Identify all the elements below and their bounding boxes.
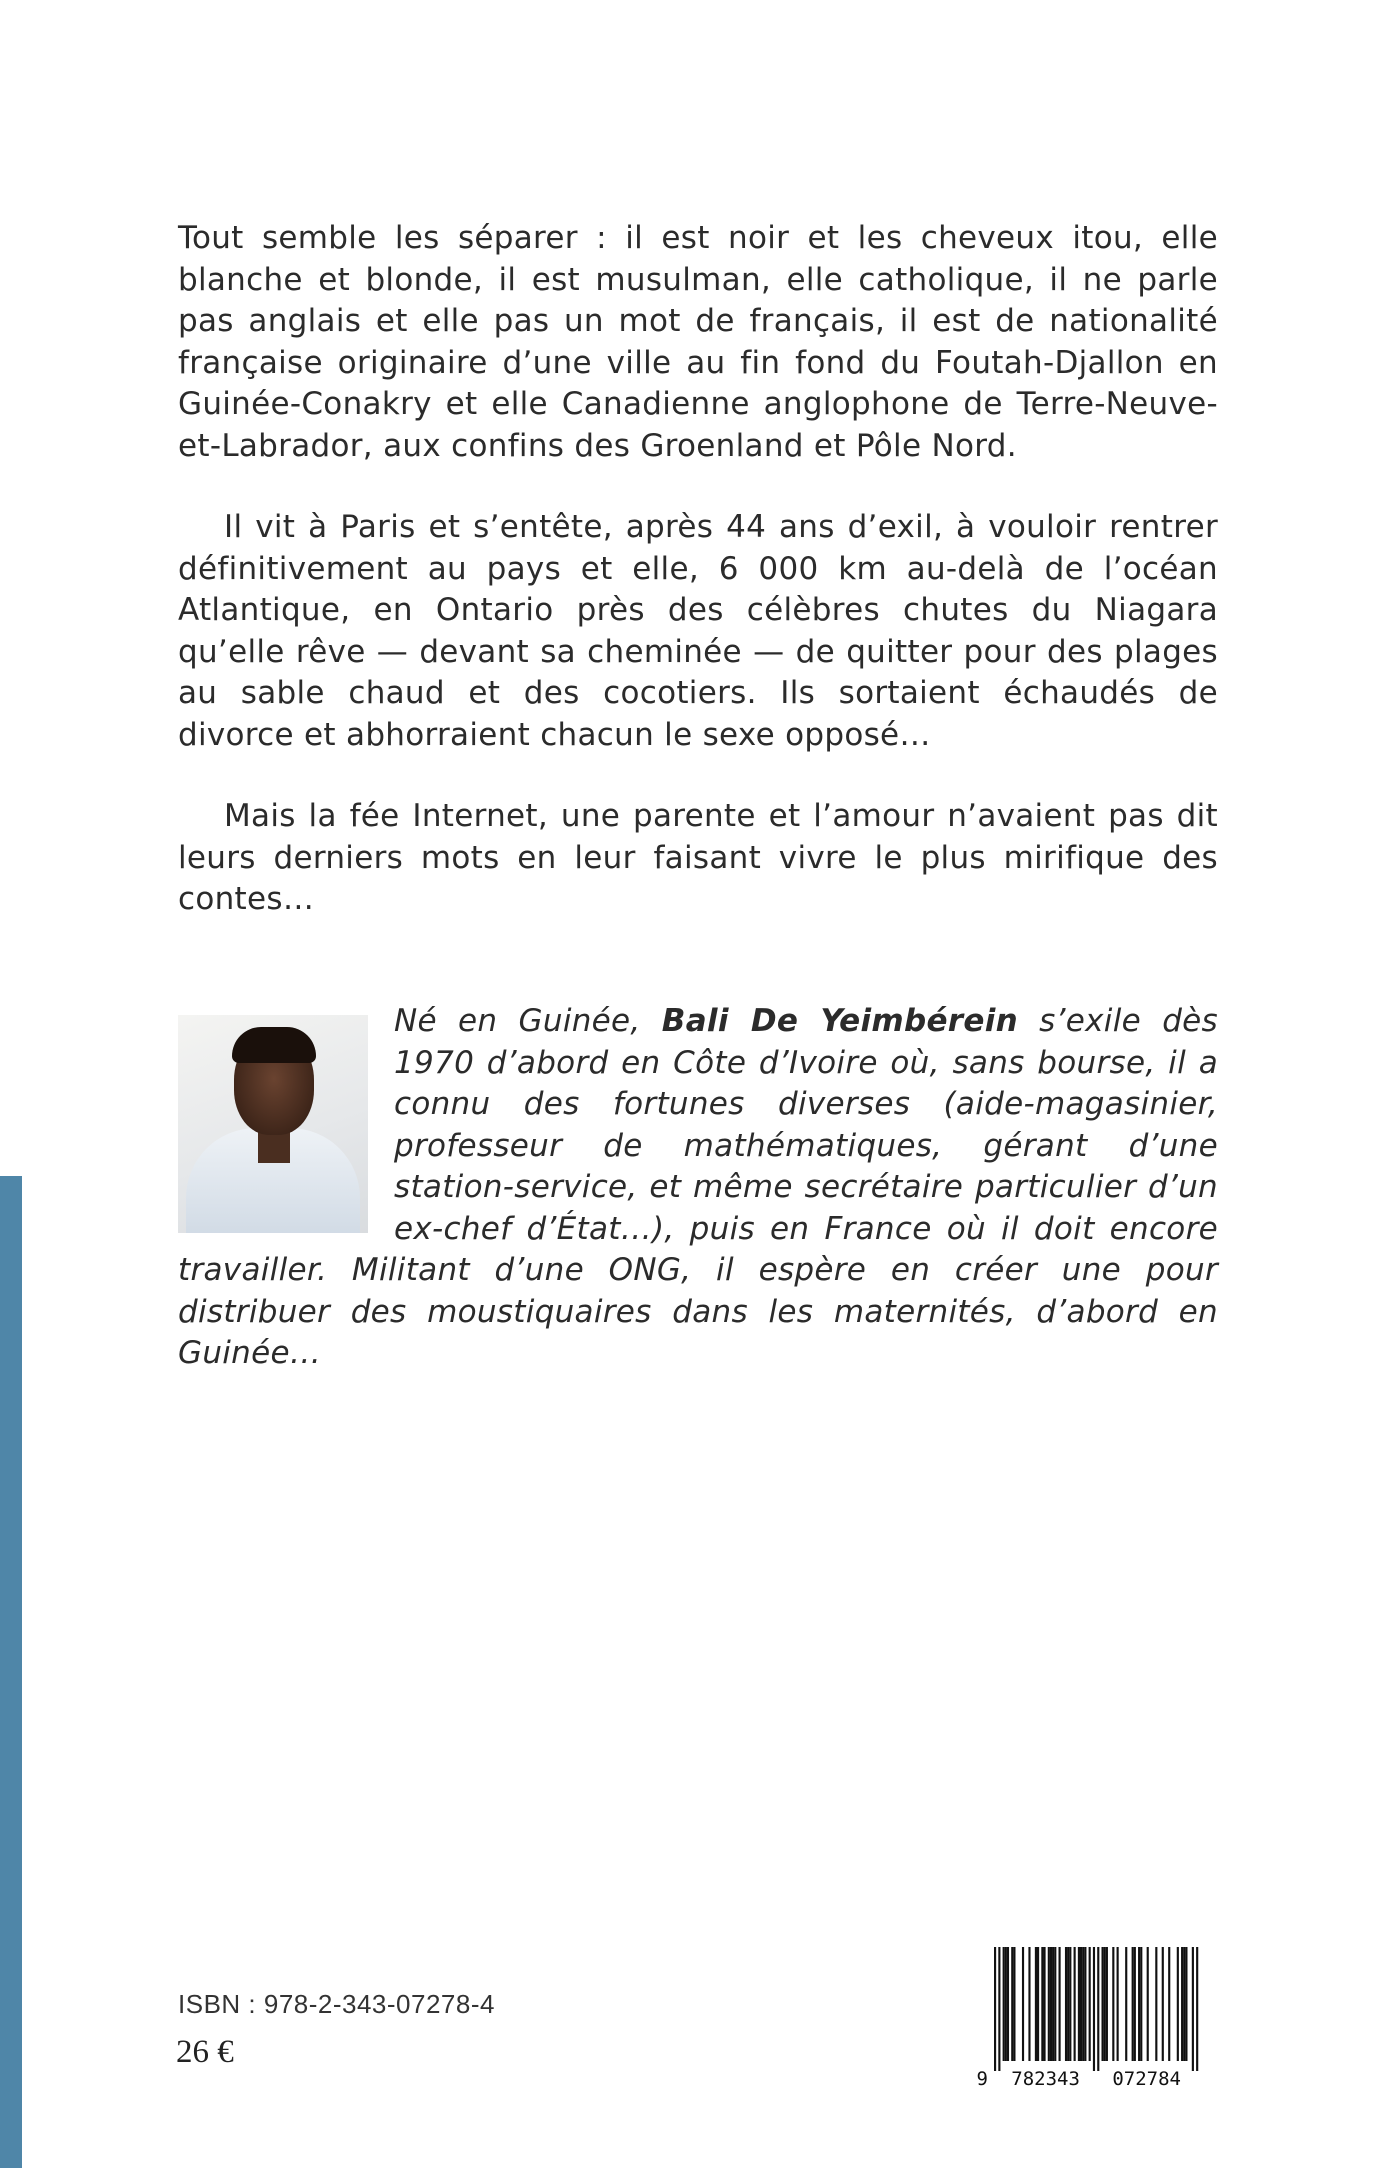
barcode-bar	[1185, 1947, 1187, 2061]
barcode-digits: 782343	[1011, 2068, 1080, 2090]
price: 26 €	[176, 2034, 234, 2070]
barcode-bar	[1168, 1947, 1170, 2061]
blue-side-bar	[0, 1176, 22, 2168]
barcode-bar	[998, 1947, 1000, 2071]
author-bio-text: s’exile dès 1970 d’abord en Côte d’Ivoire où, sans bourse, il a connu des fortunes diverses (aide-magasinier, professeur de mathématiques, gérant d’une station-service, et même secrétaire particulier d’un ex-chef d’État…), puis en France où il doit encore travailler. Militant d’une ONG, il espère en créer une pour distribuer des moustiquaires dans les maternités, d’abord en Guinée…	[178, 1003, 1218, 1371]
barcode-bar	[1162, 1947, 1164, 2061]
barcode-bar	[1050, 1947, 1052, 2061]
barcode-bar	[1183, 1947, 1185, 2061]
barcode-bar	[1134, 1947, 1136, 2061]
blurb-paragraph-1: Tout semble les séparer : il est noir et les cheveux itou, elle blanche et blonde, il est musulman, elle catholique, il ne parle pas anglais et elle pas un mot de français, il est de nationalité française originaire d’une ville au fin fond du Foutah-Djallon en Guinée-Conakry et elle Canadienne anglophone de Terre-Neuve-et-Labrador, aux confins des Groenland et Pôle Nord.	[178, 220, 1218, 464]
barcode-bar	[1181, 1947, 1183, 2061]
author-photo-hair	[232, 1027, 316, 1063]
barcode-bar	[1084, 1947, 1086, 2061]
barcode-bar	[1028, 1947, 1030, 2061]
barcode-bar	[1054, 1947, 1056, 2061]
barcode-bar	[1069, 1947, 1071, 2061]
barcode-digits: 072784	[1112, 2068, 1181, 2090]
barcode-bar	[1035, 1947, 1037, 2061]
barcode-bar	[1003, 1947, 1005, 2061]
blurb-paragraph-3: Mais la fée Internet, une parente et l’amour n’avaient pas dit leurs derniers mots en leur faisant vivre le plus mirifique des contes…	[178, 798, 1218, 917]
barcode-bar	[1177, 1947, 1179, 2061]
barcode-bar	[1007, 1947, 1009, 2061]
barcode-bar	[1192, 1947, 1194, 2071]
barcode-bar	[1082, 1947, 1084, 2061]
barcode-bar	[1093, 1947, 1095, 2071]
barcode-bar	[1117, 1947, 1119, 2061]
barcode-bar	[994, 1947, 996, 2071]
barcode-bar	[1140, 1947, 1142, 2061]
author-name: Bali De Yeimbérein	[661, 1003, 1018, 1039]
blurb-paragraph-2: Il vit à Paris et s’entête, après 44 ans d’exil, à vouloir rentrer définitivement au pays et elle, 6 000 km au-delà de l’océan Atlantique, en Ontario près des célèbres chutes du Niagara qu’elle rêve — devant sa cheminée — de quitter pour des plages au sable chaud et des cocotiers. Ils sortaient échaudés de divorce et abhorraient chacun le sexe opposé…	[178, 509, 1218, 753]
isbn-number: ISBN : 978-2-343-07278-4	[178, 1989, 495, 2019]
author-photo	[178, 1015, 368, 1233]
barcode	[976, 1945, 1216, 2092]
barcode-bar	[1097, 1947, 1099, 2071]
author-bio	[178, 1001, 1218, 1375]
barcode-bar	[1104, 1947, 1106, 2061]
barcode-bar	[1011, 1947, 1013, 2061]
barcode-bar	[1065, 1947, 1067, 2061]
barcode-bar	[1041, 1947, 1043, 2061]
barcode-graphic	[976, 1945, 1216, 2092]
barcode-bar	[1074, 1947, 1076, 2061]
barcode-bar	[1043, 1947, 1045, 2061]
author-bio-prefix: Né en Guinée,	[394, 1003, 662, 1039]
barcode-bar	[1112, 1947, 1114, 2061]
barcode-bar	[1132, 1947, 1134, 2061]
barcode-bar	[1013, 1947, 1015, 2061]
barcode-bar	[1106, 1947, 1108, 2061]
barcode-bar	[1078, 1947, 1080, 2061]
barcode-bar	[1022, 1947, 1024, 2061]
barcode-bar	[1147, 1947, 1149, 2061]
barcode-bar	[1067, 1947, 1069, 2061]
barcode-bar	[1052, 1947, 1054, 2061]
barcode-bar	[1005, 1947, 1007, 2061]
barcode-bar	[1059, 1947, 1061, 2061]
barcode-bar	[1138, 1947, 1140, 2061]
barcode-bar	[1155, 1947, 1157, 2061]
barcode-bar	[1125, 1947, 1127, 2061]
barcode-digits: 9	[976, 2068, 988, 2090]
barcode-bar	[1102, 1947, 1104, 2061]
barcode-bar	[1089, 1947, 1091, 2061]
barcode-bar	[1196, 1947, 1198, 2071]
barcode-bar	[1048, 1947, 1050, 2061]
barcode-bar	[1037, 1947, 1039, 2061]
barcode-bar	[1080, 1947, 1082, 2061]
